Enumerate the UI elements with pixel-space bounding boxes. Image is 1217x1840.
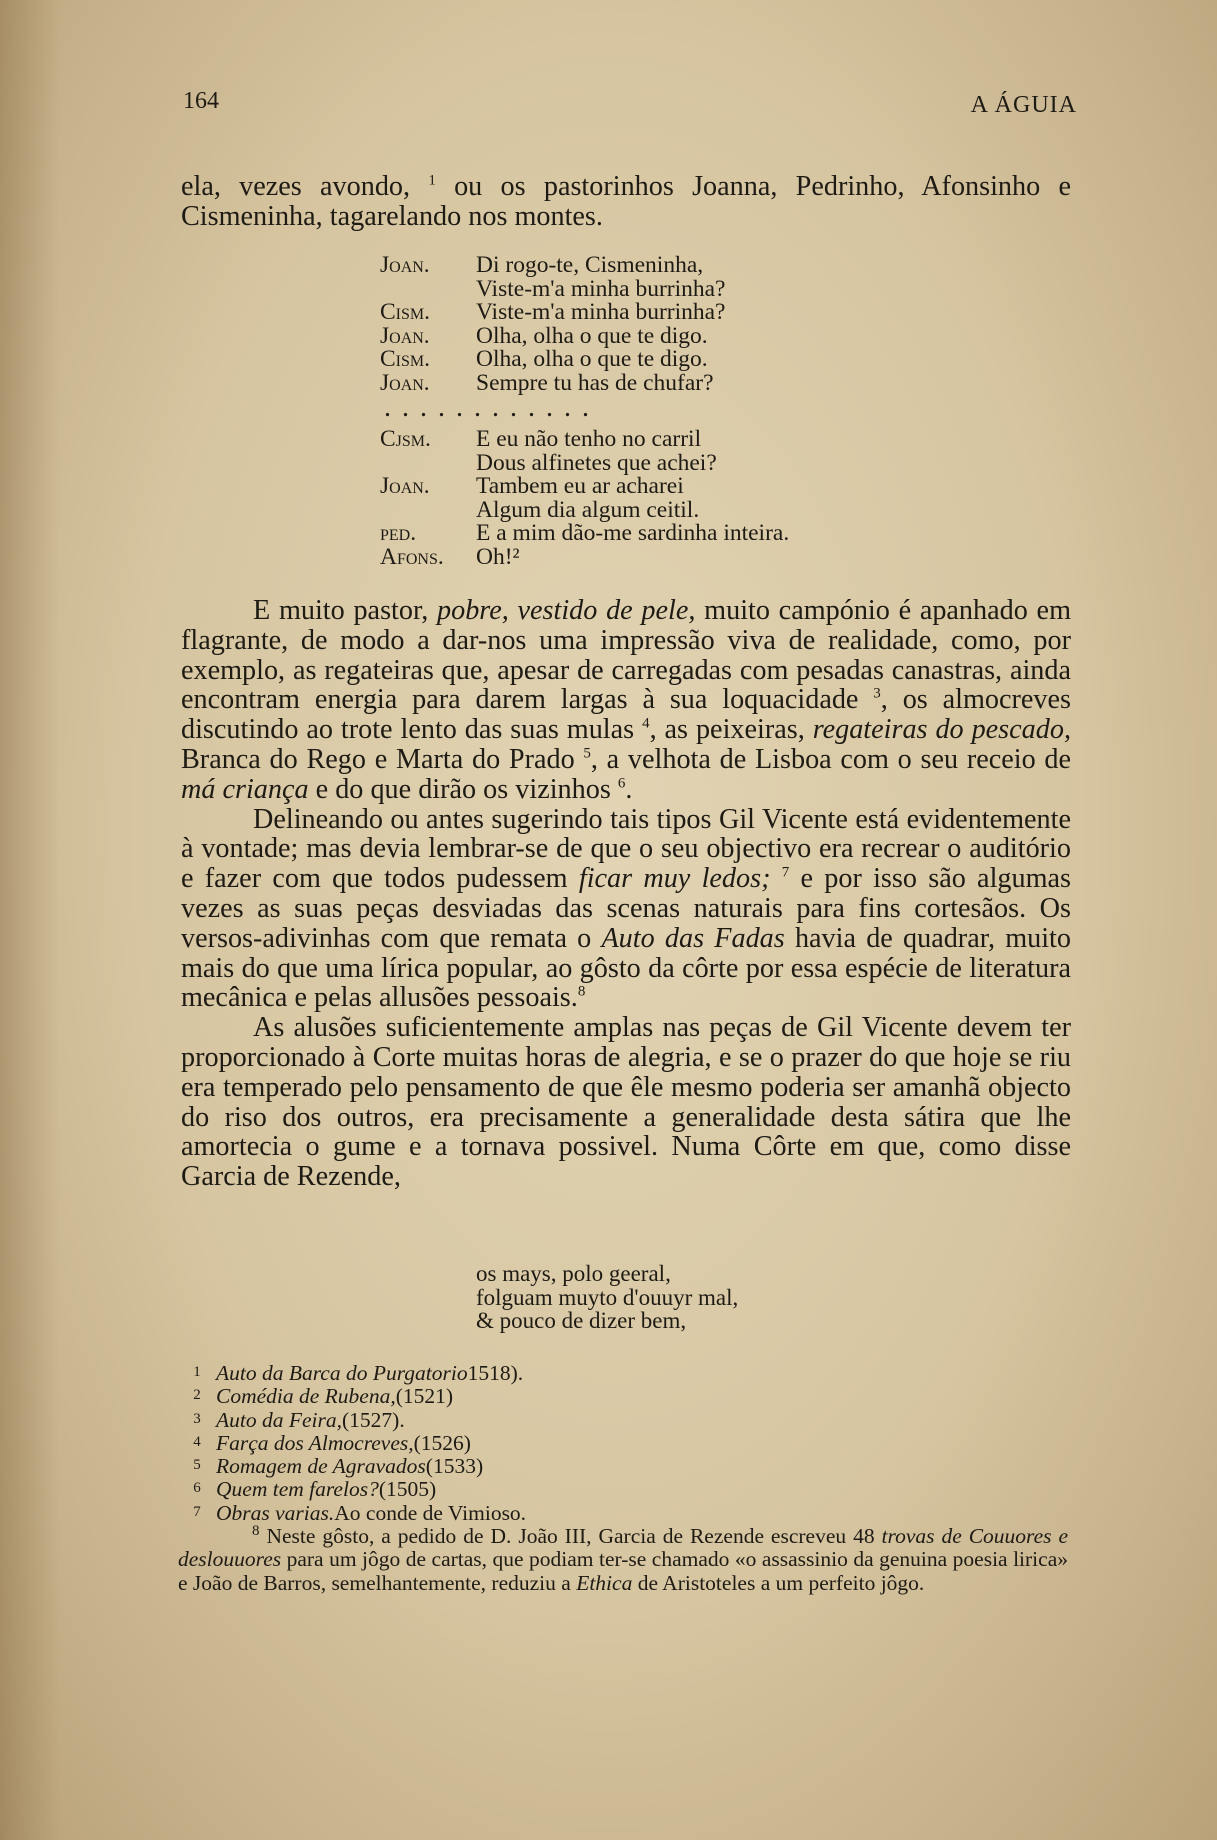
footnote-title: Romagem de Agravados (216, 1454, 426, 1479)
dialogue-row (380, 496, 789, 523)
text-run: de Aristoteles a um perfeito jôgo. (632, 1570, 925, 1595)
footnote-ref-7: 7 (781, 864, 790, 881)
footnote-text: Ao conde de Vimioso. (334, 1500, 527, 1525)
text-run: Branca do Rego e Marta do Prado (181, 743, 584, 775)
footnote (178, 1362, 1068, 1385)
italic-run: Ethica (576, 1570, 633, 1595)
dialogue-row (380, 428, 789, 452)
footnote (178, 1432, 1068, 1455)
text-run: para um jôgo de cartas, que podiam ter-se chamado «o assassinio da genuina poesia lirica» e João de Barros, semelhantemente, reduziu a (178, 1547, 1068, 1595)
speaker: Cism. (380, 346, 431, 372)
intro-text-2: ou os pastorinhos Joanna, Pedrinho, Afonsinho e Cismeninha, tagarelando nos montes. (181, 171, 1071, 232)
verse-line: Tambem eu ar acharei (476, 473, 684, 499)
footnote-text: (1521) (395, 1384, 454, 1409)
text-run: , os almocreves discutindo ao trote lento das suas mulas (181, 684, 1071, 746)
text-run: muito campónio é apanhado em flagrante, de modo a dar-nos uma impressão viva de realidade, como, por exemplo, as regateiras que, apesar de carregadas com pesadas canastras, ainda encontram energia para darem largas à sua loquacidade (181, 595, 1071, 716)
verse-quote (476, 1262, 738, 1333)
italic-run: trovas de Couuores e deslouuores (178, 1524, 1069, 1572)
page-header (183, 88, 1077, 128)
speaker: Cjsm. (380, 426, 431, 452)
dialogue-row (380, 543, 789, 570)
footnote-number: 8 (252, 1522, 260, 1539)
footnote-number: 7 (193, 1503, 201, 1520)
speaker: ped. (380, 520, 417, 546)
verse-line: Di rogo-te, Cismeninha, (476, 252, 704, 278)
dialogue-row (380, 475, 789, 499)
footnote-text: (1526) (413, 1430, 471, 1455)
footnote-ref-3: 3 (873, 686, 881, 702)
verse-line: Oh!² (476, 543, 520, 570)
text-run: , a velhota de Lisboa com o seu receio de (590, 743, 1071, 775)
speaker (380, 499, 476, 523)
footnote-text: (1527). (342, 1407, 405, 1432)
speaker: Joan. (380, 473, 430, 499)
speaker: Cism. (380, 299, 431, 325)
footnote-text: 1518). (467, 1361, 524, 1385)
footnote (178, 1385, 1068, 1408)
footnote (178, 1455, 1068, 1478)
body-text (181, 596, 1071, 1192)
footnote-number: 4 (193, 1433, 201, 1450)
verse-line: Olha, olha o que te digo. (476, 346, 708, 372)
italic-run: pobre, vestido de pele, (437, 595, 696, 626)
dialogue-row (380, 348, 726, 372)
speaker: Joan. (380, 322, 430, 349)
verse-line: Olha, olha o que te digo. (476, 322, 708, 349)
text-run: e do que dirão os vizinhos (308, 773, 618, 805)
footnote-title: Farça dos Almocreves, (216, 1430, 414, 1455)
text-run: Delineando ou antes sugerindo tais tipos Gil Vicente está evidentemente à vontade; mas devia lembrar-se de que o seu objectivo era recrear o auditório e fazer com que todos pudessem (181, 803, 1071, 895)
elision-dots: ............ (384, 392, 600, 423)
verse-line: E eu não tenho no carril (476, 426, 702, 452)
verse-line: Algum dia algum ceitil. (476, 496, 700, 523)
text-run: Neste gôsto, a pedido de D. João III, Garcia de Rezende escreveu 48 (266, 1524, 882, 1549)
body-paragraph-3: As alusões suficientemente amplas nas peças de Gil Vicente devem ter proporcionado à Corte muitas horas de alegria, e se o prazer do que hoje se riu era temperado pelo pensamento de que êle mesmo poderia ser amanhã objecto do riso dos outros, era precisamente a generalidade desta sátira que lhe amortecia o gume e a tornava possivel. Numa Côrte em que, como disse Garcia de Rezende, (181, 1012, 1071, 1193)
dialogue-row (380, 275, 726, 302)
verse-line: Viste-m'a minha burrinha? (476, 299, 726, 325)
footnote-title: Auto da Barca do Purgatorio (216, 1361, 468, 1385)
verse-line: E a mim dão-me sardinha inteira. (476, 520, 790, 546)
text-run: E muito pastor, (253, 595, 438, 626)
footnotes (178, 1362, 1068, 1595)
footnote-ref-8: 8 (577, 983, 586, 1000)
italic-run: Auto das Fadas (601, 922, 785, 954)
footnote-number: 5 (193, 1457, 201, 1474)
dialogue-row (380, 322, 726, 349)
italic-run: ficar muy ledos; (578, 863, 771, 895)
footnote-title: Quem tem farelos? (216, 1477, 379, 1502)
intro-paragraph (181, 172, 1071, 232)
quote-line: & pouco de dizer bem, (476, 1308, 687, 1333)
footnote-ref-4: 4 (642, 715, 650, 732)
verse-line: Viste-m'a minha burrinha? (476, 275, 726, 302)
footnote-number: 3 (193, 1410, 201, 1427)
quote-line: folguam muyto d'ouuyr mal, (476, 1284, 739, 1310)
intro-text-1: ela, vezes avondo, (181, 171, 429, 202)
speaker (380, 452, 476, 476)
footnote-ref-5: 5 (583, 745, 591, 762)
footnote-text: (1505) (378, 1477, 437, 1502)
footnote-number: 1 (193, 1364, 201, 1380)
text-run: , as peixeiras, (649, 714, 813, 746)
dialogue-row (380, 522, 789, 546)
verse-line: Sempre tu has de chufar? (476, 369, 714, 396)
footnote-title: Auto da Feira, (216, 1407, 342, 1432)
footnote-number: 6 (193, 1480, 201, 1497)
dialogue-row (380, 301, 726, 325)
italic-run: má criança (181, 773, 309, 805)
quote-line: os mays, polo geeral, (476, 1261, 671, 1286)
footnote-8 (178, 1522, 1069, 1595)
body-paragraph-1 (181, 596, 1071, 805)
footnote-text: (1533) (425, 1454, 484, 1479)
dialogue-row (380, 254, 726, 278)
speaker: Joan. (380, 252, 430, 278)
footnote-number: 2 (193, 1387, 201, 1404)
footnote (178, 1409, 1068, 1432)
footnote (178, 1478, 1068, 1501)
speaker (380, 278, 476, 302)
verse-line: Dous alfinetes que achei? (476, 449, 717, 476)
footnote-title: Comédia de Rubena, (216, 1384, 396, 1409)
footnote (178, 1502, 1068, 1525)
footnote-ref-6: 6 (617, 775, 626, 792)
body-paragraph-2 (181, 805, 1071, 1014)
speaker: Joan. (380, 369, 430, 396)
footnote-ref-1: 1 (428, 172, 436, 189)
dialogue-block-2 (380, 428, 789, 569)
italic-run: regateiras do pescado, (812, 714, 1071, 746)
footnote-title: Obras varias. (216, 1500, 335, 1525)
text-run: e por isso são algumas vezes as suas peças desviadas das scenas naturais para fins cortesãos. Os versos-adivinhas com que remata o (181, 863, 1071, 954)
running-title: A ÁGUIA (970, 92, 1077, 118)
text-run: . (625, 773, 633, 805)
dialogue-block-1 (380, 254, 726, 395)
text-run: havia de quadrar, muito mais do que uma lírica popular, ao gôsto da côrte por essa espécie de literatura mecânica e pelas allusões pessoais. (181, 922, 1071, 1014)
speaker: Afons. (380, 543, 444, 570)
dialogue-row (380, 449, 789, 476)
page-number: 164 (183, 88, 219, 114)
